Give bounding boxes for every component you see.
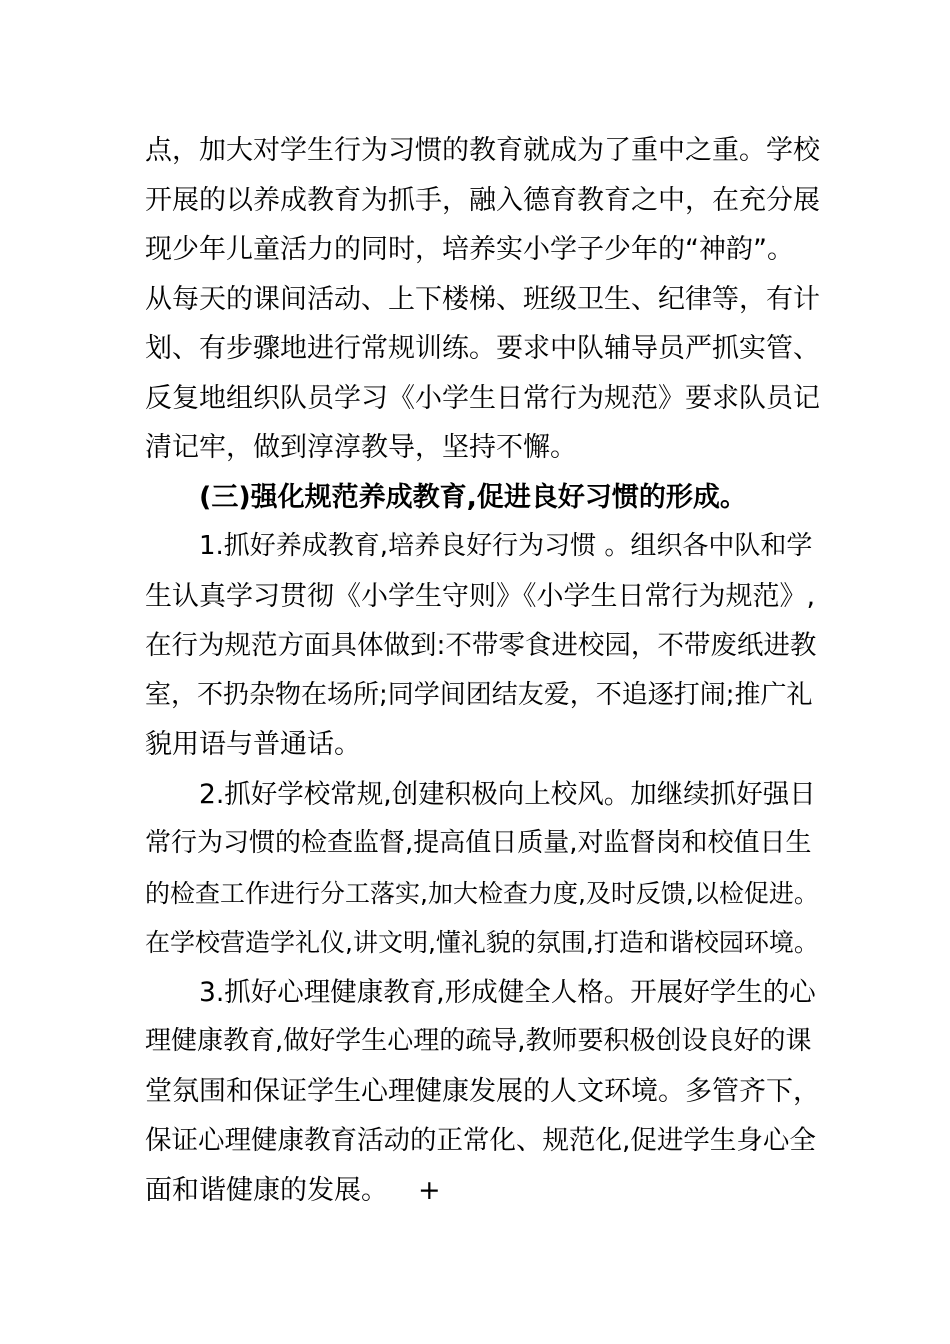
text-line: 貌用语与普通话。: [145, 729, 361, 760]
text-line: 保证心理健康教育活动的正常化、规范化,促进学生身心全: [145, 1125, 816, 1156]
section-heading: (三)强化规范养成教育,促进良好习惯的形成。: [199, 481, 747, 513]
text-line: 的检查工作进行分工落实,加大检查力度,及时反馈,以检促进。: [145, 878, 819, 908]
paragraph-item-2: [145, 770, 820, 968]
text-line: 现少年儿童活力的同时，培养实小学子少年的“神韵”。: [145, 234, 794, 265]
text-line: 点，加大对学生行为习惯的教育就成为了重中之重。学校: [145, 135, 820, 166]
text-line: 室，不扔杂物在场所;同学间团结友爱，不追逐打闹;推广礼: [145, 679, 813, 710]
text-line: 3.抓好心理健康教育,形成健全人格。开展好学生的心: [199, 976, 816, 1008]
text-line: 反复地组织队员学习《小学生日常行为规范》要求队员记: [145, 382, 820, 414]
text-line: 面和谐健康的发展。: [145, 1174, 388, 1206]
text-line: 在行为规范方面具体做到:不带零食进校园，不带废纸进教: [145, 630, 817, 661]
text-line: 在学校营造学礼仪,讲文明,懂礼貌的氛围,打造和谐校园环境。: [145, 928, 819, 957]
document-page: [145, 126, 820, 1215]
text-line: 堂氛围和保证学生心理健康发展的人文环境。多管齐下，: [145, 1075, 820, 1107]
text-line: 2.抓好学校常规,创建积极向上校风。加继续抓好强日: [199, 778, 816, 810]
paragraph-item-1: [145, 522, 820, 770]
paragraph-habit-education: [145, 126, 820, 473]
paragraph-end-mark: +: [418, 1174, 441, 1206]
text-line: 从每天的课间活动、上下楼梯、班级卫生、纪律等，有计: [145, 283, 820, 315]
paragraph-item-3: [145, 968, 820, 1216]
text-line: 理健康教育,做好学生心理的疏导,教师要积极创设良好的课: [145, 1026, 812, 1056]
text-line: 生认真学习贯彻《小学生守则》《小学生日常行为规范》,: [145, 580, 816, 612]
text-line: 划、有步骤地进行常规训练。要求中队辅导员严抓实管、: [145, 333, 820, 364]
text-line: 常行为习惯的检查监督,提高值日质量,对监督岗和校值日生: [145, 828, 812, 858]
last-text-line: [145, 1166, 820, 1216]
text-line: 1.抓好养成教育,培养良好行为习惯 。组织各中队和学: [199, 531, 813, 561]
text-line: 开展的以养成教育为抓手，融入德育教育之中，在充分展: [145, 184, 820, 216]
text-line: 清记牢，做到淳淳教导，坚持不懈。: [145, 432, 577, 463]
